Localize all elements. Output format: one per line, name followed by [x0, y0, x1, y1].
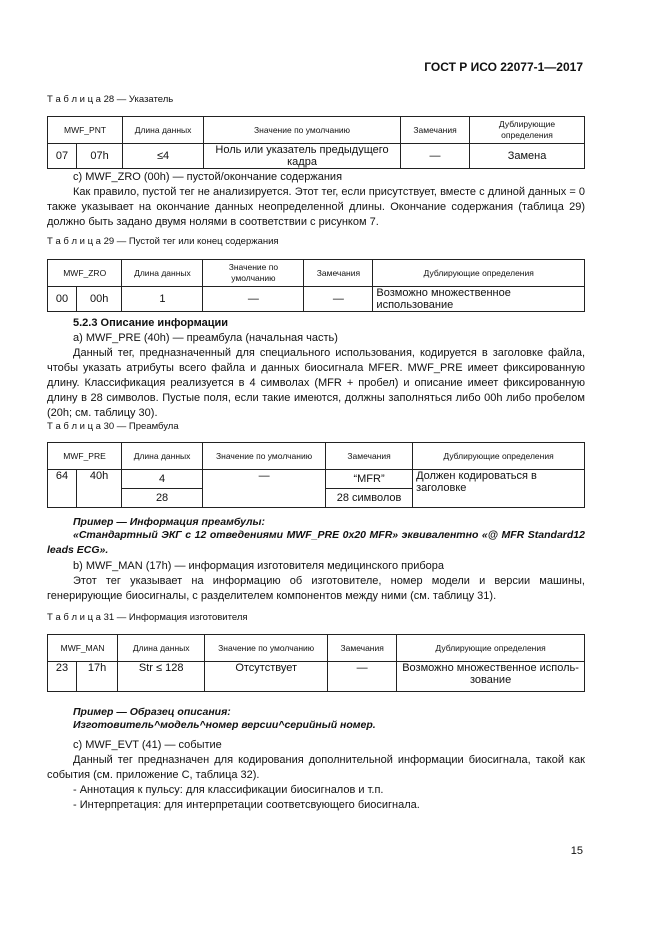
man-text: Этот тег указывает на информацию об изготовителе, номер модели и версии машины, генерирующие биосигналы, с разделителем компонентов между ними (см. таблицу 31).: [47, 575, 585, 602]
col-header-length: Длина данных: [122, 260, 203, 287]
table-cell: Str ≤ 128: [118, 662, 205, 692]
table-29: [47, 259, 585, 312]
col-header-length: Длина данных: [123, 117, 204, 144]
page-number: 15: [570, 845, 583, 857]
table-cell: 1: [122, 287, 203, 312]
col-header-duplicates: Дублирующие определения: [413, 443, 585, 470]
table-29-caption: Т а б л и ц а 29 — Пустой тег или конец содержания: [47, 236, 279, 247]
table-cell: 07: [48, 144, 77, 169]
col-header-tag: MWF_PNT: [48, 117, 123, 144]
pre-text: Данный тег, предназначенный для специального использования, кодируется в заголовке файла, чтобы указать атрибуты всего файла и данных биосигнала MFER. MWF_PRE имеет фиксированную длину. Классификация реализуется в 4 символах (MFR + пробел) и описание имеет фиксированную длину в 28 символов. Пустые поля, если такие имеются, должны заполняться либо 00h либо пробелом (20h; см. таблицу 30).: [47, 347, 585, 419]
table-cell: 17h: [77, 662, 118, 692]
table-cell: ≤4: [123, 144, 204, 169]
table-cell: 23: [48, 662, 77, 692]
man-title: b) MWF_MAN (17h) — информация изготовителя медицинского прибора: [73, 560, 444, 572]
col-header-default: Значение по умолчанию: [203, 260, 304, 287]
table-30: [47, 442, 585, 508]
table-cell: —: [304, 287, 373, 312]
table-cell: —: [203, 470, 326, 508]
example-label: Пример — Образец описания:: [73, 706, 231, 718]
table-cell: Возможно множественное исполь-зование: [397, 662, 585, 692]
table-30-caption: Т а б л и ц а 30 — Преамбула: [47, 421, 179, 432]
col-header-duplicates: Дублирующие определения: [470, 117, 585, 144]
table-cell: 07h: [77, 144, 123, 169]
table-cell: —: [401, 144, 470, 169]
col-header-notes: Замечания: [326, 443, 413, 470]
table-cell: 28: [122, 489, 203, 508]
col-header-tag: MWF_PRE: [48, 443, 122, 470]
col-header-duplicates: Дублирующие определения: [397, 635, 585, 662]
col-header-length: Длина данных: [122, 443, 203, 470]
evt-list-item: - Интерпретация: для интерпретации соответсвующего биосигнала.: [73, 799, 420, 811]
table-cell: 64: [48, 470, 77, 508]
table-cell: Замена: [470, 144, 585, 169]
table-cell: 40h: [77, 470, 122, 508]
section-heading: 5.2.3 Описание информации: [73, 317, 229, 329]
table-28: [47, 116, 585, 169]
evt-text: Данный тег предназначен для кодирования дополнительной информации биосигнала, такой как события (см. приложение С, таблица 32).: [47, 754, 585, 781]
col-header-duplicates: Дублирующие определения: [373, 260, 585, 287]
col-header-notes: Замечания: [304, 260, 373, 287]
table-cell: 00: [48, 287, 77, 312]
col-header-length: Длина данных: [118, 635, 205, 662]
table-31: [47, 634, 585, 692]
table-cell: “MFR”: [326, 470, 413, 489]
table-cell: 28 символов: [326, 489, 413, 508]
example-text: Изготовитель^модель^номер версии^серийный номер.: [73, 719, 376, 731]
document-code: ГОСТ Р ИСО 22077-1—2017: [424, 60, 583, 74]
example-label: Пример — Информация преамбулы:: [73, 516, 265, 528]
table-cell: 4: [122, 470, 203, 489]
zro-text: Как правило, пустой тег не анализируется. Этот тег, если присутствует, вместе с длиной данных = 0 также указывает на окончание данных неопределенной длины. Окончание содержания (таблица 29) должно быть задано двумя нолями в соответствии с рисунком 7.: [47, 186, 585, 228]
col-header-notes: Замечания: [401, 117, 470, 144]
evt-title: c) MWF_EVT (41) — событие: [73, 739, 222, 751]
table-cell: 00h: [77, 287, 122, 312]
table-cell: —: [203, 287, 304, 312]
col-header-default: Значение по умолчанию: [203, 443, 326, 470]
pre-title: a) MWF_PRE (40h) — преамбула (начальная часть): [73, 332, 338, 344]
table-cell: Возможно множественное использование: [373, 287, 585, 312]
table-28-caption: Т а б л и ц а 28 — Указатель: [47, 94, 174, 105]
table-cell: Должен кодироваться в заголовке: [413, 470, 585, 508]
col-header-tag: MWF_ZRO: [48, 260, 122, 287]
table-cell: Отсутствует: [205, 662, 328, 692]
table-cell: Ноль или указатель предыдущего кадра: [204, 144, 401, 169]
col-header-default: Значение по умолчанию: [205, 635, 328, 662]
table-31-caption: Т а б л и ц а 31 — Информация изготовителя: [47, 612, 248, 623]
col-header-default: Значение по умолчанию: [204, 117, 401, 144]
evt-list-item: - Аннотация к пульсу: для классификации биосигналов и т.п.: [73, 784, 384, 796]
example-text: «Стандартный ЭКГ с 12 отведениями MWF_PRE 0x20 MFR» эквивалентно «@ MFR Standard12 leads ECG».: [47, 529, 585, 556]
zro-title: c) MWF_ZRO (00h) — пустой/окончание содержания: [73, 171, 343, 183]
col-header-notes: Замечания: [328, 635, 397, 662]
col-header-tag: MWF_MAN: [48, 635, 118, 662]
table-cell: —: [328, 662, 397, 692]
